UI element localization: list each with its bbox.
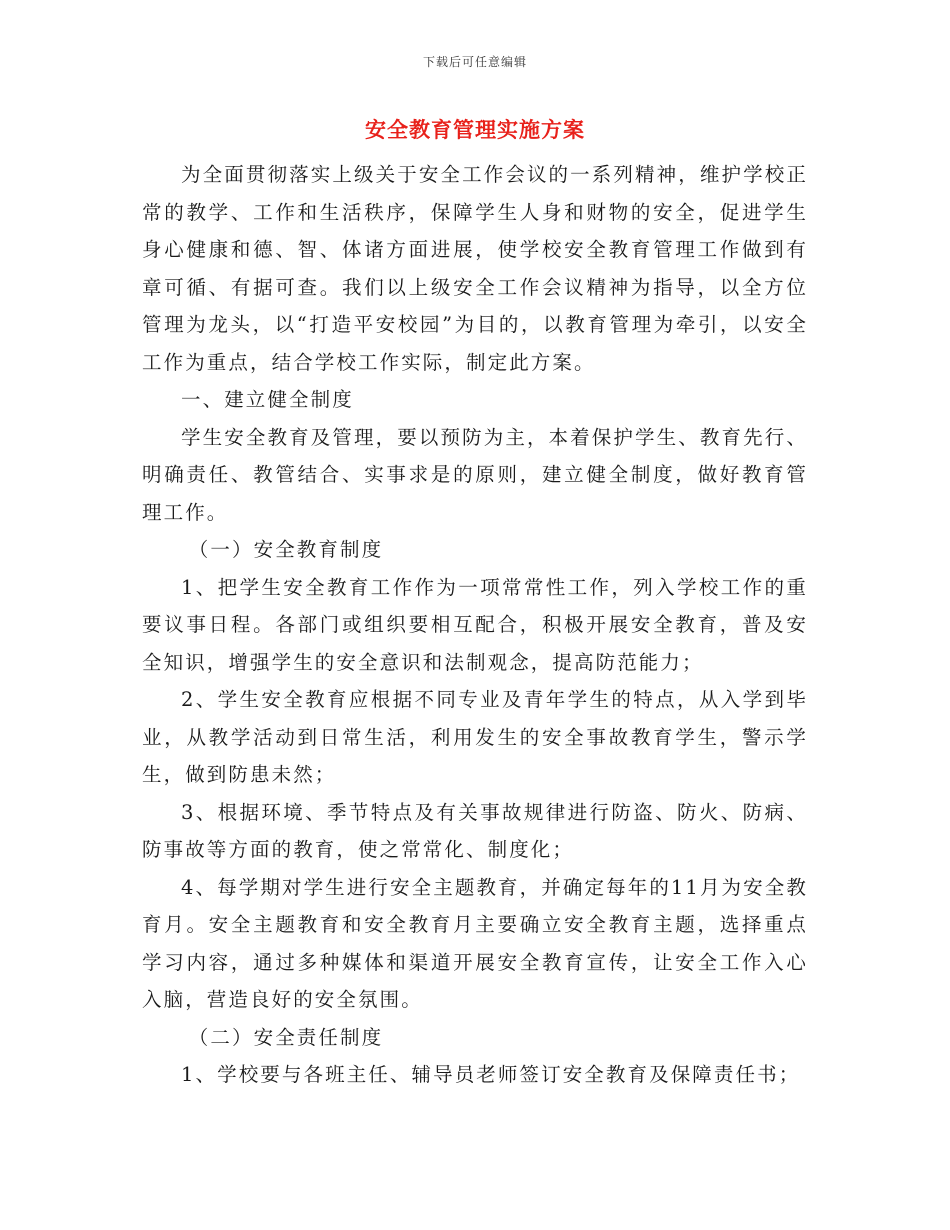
document-body	[142, 156, 808, 1094]
list-item-1: 1、把学生安全教育工作作为一项常常性工作，列入学校工作的重要议事日程。各部门或组织要相互配合，积极开展安全教育，普及安全知识，增强学生的安全意识和法制观念，提高防范能力；	[142, 575, 808, 674]
document-title: 安全教育管理实施方案	[365, 117, 585, 142]
list-item-3: 3、根据环境、季节特点及有关事故规律进行防盗、防火、防病、防事故等方面的教育，使之常常化、制度化；	[142, 800, 808, 861]
list-item-2: 2、学生安全教育应根据不同专业及青年学生的特点，从入学到毕业，从教学活动到日常生活，利用发生的安全事故教育学生，警示学生，做到防患未然；	[142, 688, 808, 786]
list-item-5: 1、学校要与各班主任、辅导员老师签订安全教育及保障责任书；	[181, 1063, 801, 1086]
intro-paragraph: 为全面贯彻落实上级关于安全工作会议的一系列精神，维护学校正常的教学、工作和生活秩序，保障学生人身和财物的安全，促进学生身心健康和德、智、体诸方面进展，使学校安全教育管理工作做到有章可循、有据可查。我们以上级安全工作会议精神为指导，以全方位管理为龙头，以“打造平安校园”为目的，以教育管理为牵引，以安全工作为重点，结合学校工作实际，制定此方案。	[142, 163, 808, 374]
section-heading-1: 一、建立健全制度	[181, 388, 354, 411]
subsection-heading-1: （一）安全教育制度	[188, 538, 384, 561]
section-1-paragraph: 学生安全教育及管理，要以预防为主，本着保护学生、教育先行、明确责任、教管结合、实事求是的原则，建立健全制度，做好教育管理工作。	[142, 425, 808, 524]
list-item-4: 4、每学期对学生进行安全主题教育，并确定每年的11月为安全教育月。安全主题教育和安全教育月主要确立安全教育主题，选择重点学习内容，通过多种媒体和渠道开展安全教育宣传，让安全工作入心入脑，营造良好的安全氛围。	[142, 875, 808, 1011]
subsection-heading-2: （二）安全责任制度	[188, 1025, 384, 1049]
page-header-note: 下载后可任意编辑	[422, 55, 527, 69]
